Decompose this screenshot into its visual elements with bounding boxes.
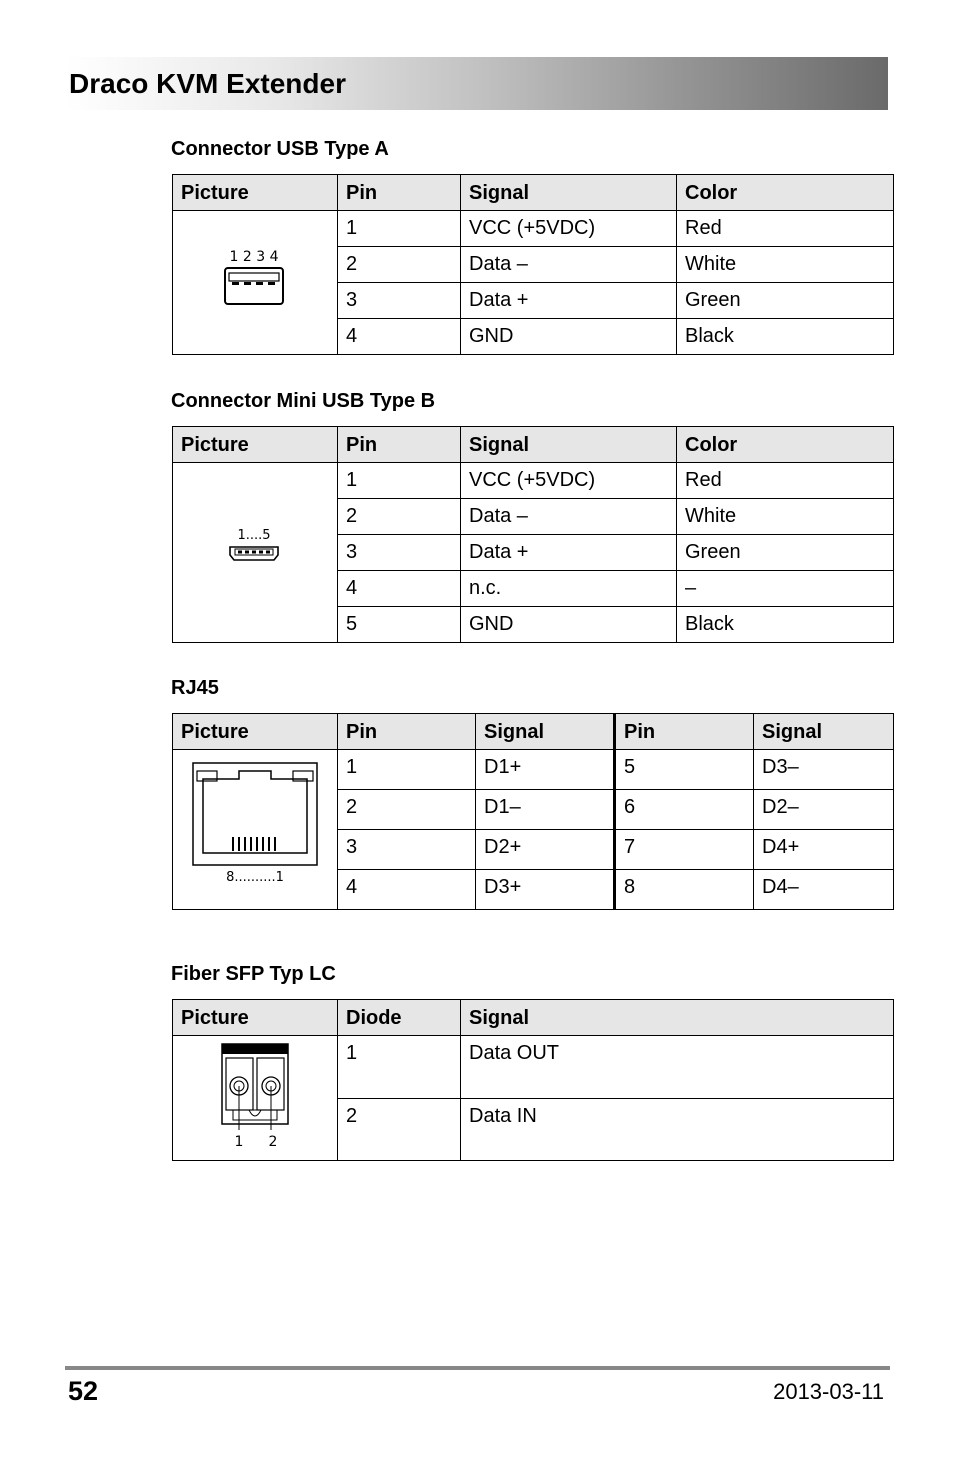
page-number: 52	[68, 1376, 99, 1406]
rj45-pin-table	[172, 713, 894, 910]
header-color: Color	[677, 175, 894, 211]
section-title-rj45: RJ45	[171, 677, 219, 699]
header-diode: Diode	[338, 1000, 461, 1036]
header-picture: Picture	[173, 714, 338, 750]
rj45-pin-label: 8..........1	[226, 869, 284, 885]
mini-usb-b-pin-table	[172, 426, 894, 643]
table-row: 2 Data IN	[173, 1098, 894, 1161]
table-row: 1....5 1 VCC (+5VDC) Red	[173, 463, 894, 499]
table-row: 2 Data – White	[173, 499, 894, 535]
header-pin: Pin	[615, 714, 754, 750]
table-row: 1 2 1 Data OUT	[173, 1036, 894, 1099]
table-row: 3 Data + Green	[173, 283, 894, 319]
footer-divider	[65, 1366, 890, 1370]
sfp-diode-label-2: 2	[268, 1134, 278, 1150]
fiber-sfp-table	[172, 999, 894, 1161]
header-pin: Pin	[338, 427, 461, 463]
header-pin: Pin	[338, 714, 476, 750]
usb-a-pin-table	[172, 174, 894, 355]
table-row: 2 D1– 6 D2–	[173, 790, 894, 830]
section-title-usb-a: Connector USB Type A	[171, 138, 389, 160]
section-title-mini-usb-b: Connector Mini USB Type B	[171, 390, 436, 412]
header-signal: Signal	[754, 714, 894, 750]
table-row: 5 GND Black	[173, 607, 894, 643]
header-signal: Signal	[476, 714, 615, 750]
rj45-picture-cell	[173, 750, 338, 910]
table-row: 4 D3+ 8 D4–	[173, 870, 894, 910]
table-row: 1 2 3 4 1 VCC (+5VDC) Red	[173, 211, 894, 247]
header-picture: Picture	[173, 427, 338, 463]
page-date: 2013-03-11	[773, 1379, 884, 1404]
mini-usb-b-pin-label: 1....5	[237, 527, 271, 543]
mini-usb-b-connector-icon	[220, 525, 290, 575]
sfp-lc-connector-icon	[205, 1036, 305, 1154]
mini-usb-b-picture-cell	[173, 463, 338, 643]
header-picture: Picture	[173, 1000, 338, 1036]
usb-a-pin-label: 1 2 3 4	[229, 248, 279, 265]
header-signal: Signal	[461, 175, 677, 211]
table-row: 3 Data + Green	[173, 535, 894, 571]
header-color: Color	[677, 427, 894, 463]
header-pin: Pin	[338, 175, 461, 211]
table-row: 4 GND Black	[173, 319, 894, 355]
header-signal: Signal	[461, 427, 677, 463]
header-signal: Signal	[461, 1000, 894, 1036]
table-row: 3 D2+ 7 D4+	[173, 830, 894, 870]
section-title-fiber-sfp: Fiber SFP Typ LC	[171, 963, 336, 985]
table-row: 4 n.c. –	[173, 571, 894, 607]
table-row: 8..........1 1 D1+ 5 D3–	[173, 750, 894, 790]
header-picture: Picture	[173, 175, 338, 211]
rj45-connector-icon	[185, 757, 325, 897]
page-title: Draco KVM Extender	[69, 68, 346, 99]
table-row: 2 Data – White	[173, 247, 894, 283]
usb-a-picture-cell	[173, 211, 338, 355]
page-header	[65, 57, 888, 110]
usb-a-connector-icon	[205, 245, 305, 315]
sfp-diode-label-1: 1	[234, 1134, 244, 1150]
fiber-picture-cell	[173, 1036, 338, 1161]
